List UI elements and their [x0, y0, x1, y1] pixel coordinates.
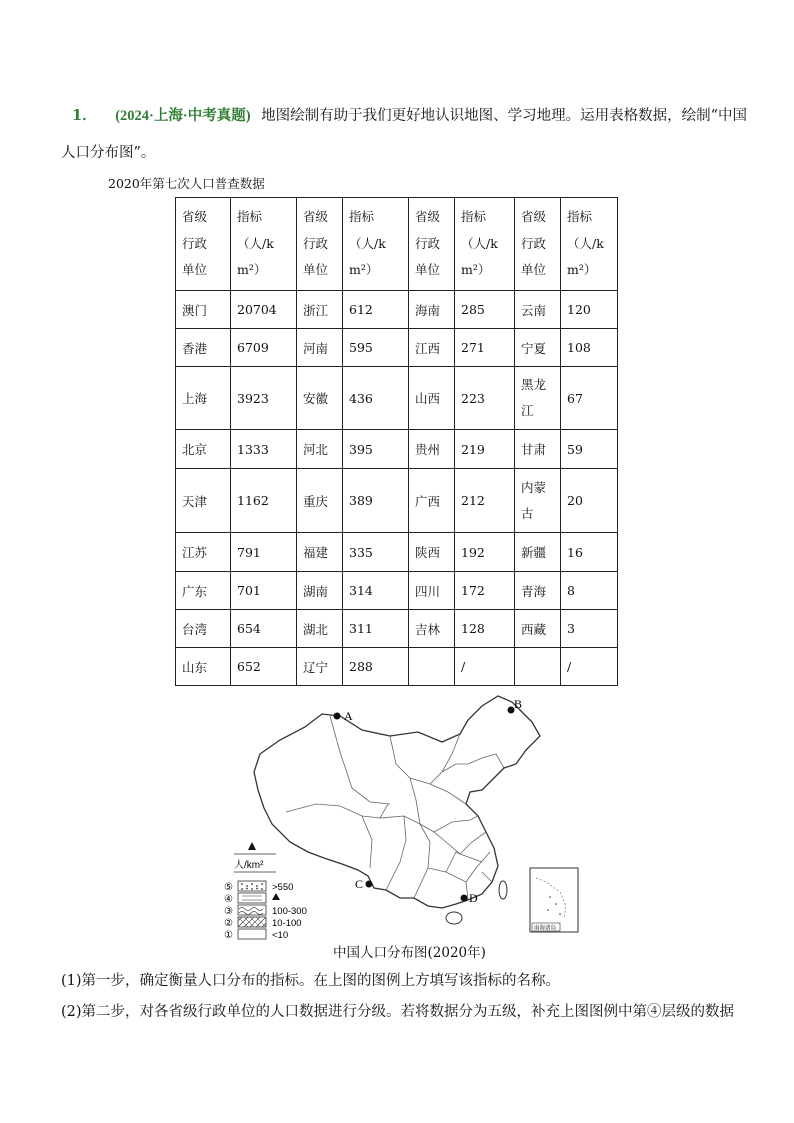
- table-cell: 广西: [409, 469, 455, 533]
- table-cell: 389: [343, 469, 409, 533]
- legend-unit: 人/km²: [234, 860, 264, 871]
- table-cell: 1162: [231, 469, 297, 533]
- table-row: [176, 291, 618, 329]
- point-d-marker: [461, 895, 468, 902]
- china-map-outline: [220, 692, 590, 962]
- table-row: [176, 367, 618, 430]
- table-cell: 285: [455, 291, 515, 329]
- header-province: 省级 行政 单位: [176, 198, 231, 291]
- point-a-marker: [334, 713, 341, 720]
- inset-label: 南海诸岛: [534, 925, 557, 932]
- table-cell: 288: [343, 648, 409, 686]
- table-cell: 335: [343, 533, 409, 572]
- table-cell: 108: [561, 329, 618, 367]
- table-cell: 江苏: [176, 533, 231, 572]
- table-row: [176, 329, 618, 367]
- header-value: 指标 （人/k m²）: [343, 198, 409, 291]
- table-cell: 192: [455, 533, 515, 572]
- table-cell: 河南: [297, 329, 343, 367]
- table-cell: 重庆: [297, 469, 343, 533]
- point-c-marker: [366, 881, 373, 888]
- map-caption: 中国人口分布图(2020年): [333, 945, 486, 961]
- table-cell: 河北: [297, 430, 343, 469]
- china-outline: [254, 696, 540, 908]
- table-cell: 宁夏: [515, 329, 561, 367]
- hainan-island: [446, 912, 462, 924]
- table-cell: 223: [455, 367, 515, 430]
- table-cell: 四川: [409, 572, 455, 610]
- table-cell: 8: [561, 572, 618, 610]
- table-cell: 天津: [176, 469, 231, 533]
- legend-level-1: ①: [224, 930, 233, 941]
- table-cell: 701: [231, 572, 297, 610]
- legend-level-2: ②: [224, 918, 233, 929]
- question-text-1: 地图绘制有助于我们更好地认识地图、学习地理。运用表格数据，绘制“中国: [261, 108, 748, 124]
- table-cell: 陕西: [409, 533, 455, 572]
- point-c-label: C: [355, 877, 364, 891]
- table-cell: 654: [231, 610, 297, 648]
- table-cell: 3923: [231, 367, 297, 430]
- question-number: 1．: [72, 107, 97, 124]
- table-cell: 贵州: [409, 430, 455, 469]
- table-cell: 广东: [176, 572, 231, 610]
- subquestion-1: (1)第一步，确定衡量人口分布的指标。在上图的图例上方填写该指标的名称。: [61, 973, 561, 989]
- table-cell: 172: [455, 572, 515, 610]
- header-province: 省级 行政 单位: [409, 198, 455, 291]
- table-cell: 上海: [176, 367, 231, 430]
- legend-indicator-triangle: [248, 842, 256, 850]
- table-cell: 海南: [409, 291, 455, 329]
- china-population-map: [220, 692, 590, 962]
- table-cell: 212: [455, 469, 515, 533]
- table-row: [176, 648, 618, 686]
- table-cell: 浙江: [297, 291, 343, 329]
- table-cell: 652: [231, 648, 297, 686]
- table-row: [176, 469, 618, 533]
- table-cell: 67: [561, 367, 618, 430]
- population-table: [175, 197, 618, 686]
- table-cell: 澳门: [176, 291, 231, 329]
- south-china-sea-inset: [530, 868, 578, 932]
- legend-level-5: ⑤: [224, 882, 233, 893]
- table-row: [176, 572, 618, 610]
- table-cell: 395: [343, 430, 409, 469]
- header-value: 指标 （人/k m²）: [231, 198, 297, 291]
- table-cell: /: [455, 648, 515, 686]
- taiwan-island: [499, 881, 507, 899]
- table-cell: 西藏: [515, 610, 561, 648]
- table-cell: 595: [343, 329, 409, 367]
- table-cell: 20704: [231, 291, 297, 329]
- table-row: [176, 610, 618, 648]
- table-cell: 云南: [515, 291, 561, 329]
- header-province: 省级 行政 单位: [297, 198, 343, 291]
- table-cell: 1333: [231, 430, 297, 469]
- table-cell: [515, 648, 561, 686]
- table-cell: 16: [561, 533, 618, 572]
- question-source: (2024·上海·中考真题): [115, 108, 251, 124]
- table-cell: 612: [343, 291, 409, 329]
- table-cell: 314: [343, 572, 409, 610]
- table-cell: 青海: [515, 572, 561, 610]
- legend-indicator-triangle: [272, 893, 280, 900]
- table-cell: [409, 648, 455, 686]
- table-cell: 59: [561, 430, 618, 469]
- table-cell: 20: [561, 469, 618, 533]
- table-cell: 福建: [297, 533, 343, 572]
- table-cell: 湖北: [297, 610, 343, 648]
- table-row: [176, 430, 618, 469]
- question-line-2: [61, 143, 155, 163]
- subquestion-2: (2)第二步，对各省级行政单位的人口数据进行分级。若将数据分为五级，补充上图图例中第④层级的数据: [61, 1004, 735, 1020]
- table-cell: /: [561, 648, 618, 686]
- map-legend: [224, 842, 307, 941]
- table-cell: 山西: [409, 367, 455, 430]
- legend-label-3: 100-300: [272, 906, 307, 917]
- table-cell: 台湾: [176, 610, 231, 648]
- header-value: 指标 （人/k m²）: [455, 198, 515, 291]
- legend-label-1: <10: [272, 930, 289, 941]
- table-cell: 120: [561, 291, 618, 329]
- table-cell: 北京: [176, 430, 231, 469]
- table-cell: 内蒙古: [515, 469, 561, 533]
- table-cell: 311: [343, 610, 409, 648]
- table-cell: 香港: [176, 329, 231, 367]
- legend-level-4: ④: [224, 894, 233, 905]
- table-cell: 江西: [409, 329, 455, 367]
- table-cell: 271: [455, 329, 515, 367]
- header-province: 省级 行政 单位: [515, 198, 561, 291]
- table-cell: 吉林: [409, 610, 455, 648]
- table-cell: 791: [231, 533, 297, 572]
- header-value: 指标 （人/k m²）: [561, 198, 618, 291]
- legend-level-3: ③: [224, 906, 233, 917]
- question-text-2: 人口分布图”。: [61, 145, 156, 161]
- table-cell: 436: [343, 367, 409, 430]
- table-cell: 黑龙江: [515, 367, 561, 430]
- table-cell: 128: [455, 610, 515, 648]
- table-header-row: [176, 198, 618, 291]
- table-cell: 新疆: [515, 533, 561, 572]
- table-cell: 3: [561, 610, 618, 648]
- table-cell: 湖南: [297, 572, 343, 610]
- table-row: [176, 533, 618, 572]
- table-cell: 安徽: [297, 367, 343, 430]
- table-caption: 2020年第七次人口普查数据: [108, 176, 265, 191]
- question-line-1: [72, 106, 747, 126]
- point-b-label: B: [514, 697, 523, 711]
- legend-label-5: >550: [272, 882, 294, 893]
- table-cell: 山东: [176, 648, 231, 686]
- table-cell: 219: [455, 430, 515, 469]
- table-cell: 甘肃: [515, 430, 561, 469]
- table-cell: 6709: [231, 329, 297, 367]
- legend-label-2: 10-100: [272, 918, 302, 929]
- point-a-label: A: [344, 709, 353, 723]
- point-d-label: D: [469, 891, 478, 905]
- table-cell: 辽宁: [297, 648, 343, 686]
